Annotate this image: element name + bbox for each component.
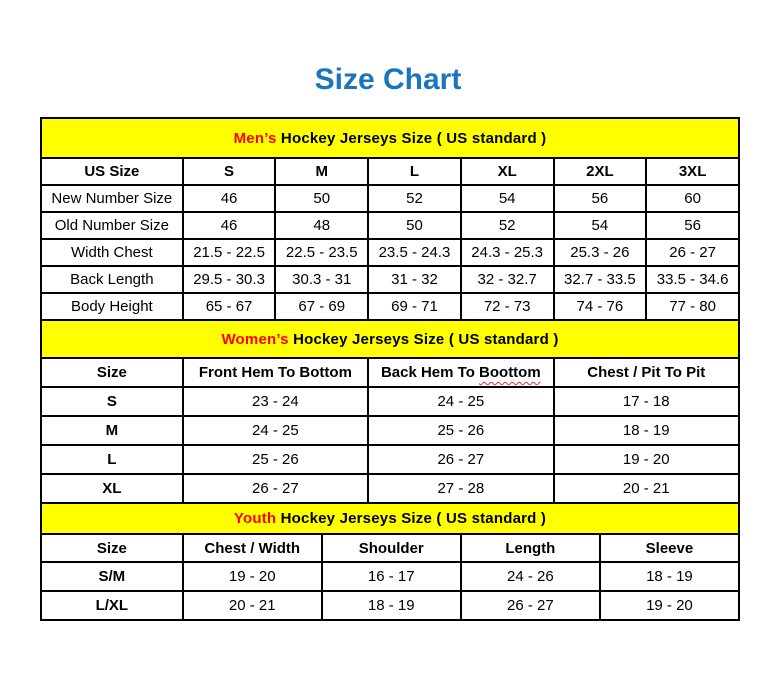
youth-table-cell: 18 - 19 xyxy=(600,562,739,591)
mens-table-cell: 60 xyxy=(646,185,739,212)
womens-table-cell: 25 - 26 xyxy=(183,445,368,474)
youth-header-row xyxy=(41,534,739,562)
womens-table-row xyxy=(41,387,739,416)
womens-column-header-text: Back Hem To xyxy=(380,364,480,381)
youth-column-header: Size xyxy=(41,534,183,562)
womens-section-title xyxy=(41,320,739,358)
womens-column-header: Size xyxy=(41,358,183,387)
mens-section-title-highlight: Men’s xyxy=(233,129,277,147)
youth-row-label: L/XL xyxy=(41,591,183,620)
mens-column-header: US Size xyxy=(41,158,183,185)
mens-row-label: Width Chest xyxy=(41,239,183,266)
mens-table-cell: 50 xyxy=(275,185,368,212)
youth-table-cell: 16 - 17 xyxy=(322,562,461,591)
womens-table-cell: 26 - 27 xyxy=(368,445,553,474)
youth-size-table xyxy=(40,502,740,621)
mens-table-row xyxy=(41,212,739,239)
womens-table-cell: 20 - 21 xyxy=(554,474,739,503)
youth-table-cell: 26 - 27 xyxy=(461,591,600,620)
mens-table-cell: 56 xyxy=(646,212,739,239)
mens-table-cell: 74 - 76 xyxy=(554,293,647,320)
womens-table-cell: 26 - 27 xyxy=(183,474,368,503)
page-title: Size Chart xyxy=(314,63,462,96)
mens-table-row xyxy=(41,185,739,212)
mens-row-label: Old Number Size xyxy=(41,212,183,239)
womens-column-header: Chest / Pit To Pit xyxy=(554,358,739,387)
mens-table-cell: 32.7 - 33.5 xyxy=(554,266,647,293)
mens-table-cell: 46 xyxy=(183,185,276,212)
womens-row-label: M xyxy=(41,416,183,445)
youth-table-row xyxy=(41,562,739,591)
womens-row-label: S xyxy=(41,387,183,416)
mens-table-cell: 23.5 - 24.3 xyxy=(368,239,461,266)
size-tables-container xyxy=(40,117,740,621)
youth-column-header: Chest / Width xyxy=(183,534,322,562)
womens-table-row xyxy=(41,416,739,445)
mens-table-cell: 52 xyxy=(368,185,461,212)
youth-table-cell: 18 - 19 xyxy=(322,591,461,620)
womens-header-row xyxy=(41,358,739,387)
womens-table-cell: 24 - 25 xyxy=(183,416,368,445)
misspelled-word-wavy-underline: Boottom xyxy=(479,364,541,381)
mens-table-cell: 72 - 73 xyxy=(461,293,554,320)
womens-row-label: L xyxy=(41,445,183,474)
mens-table-cell: 54 xyxy=(461,185,554,212)
mens-row-label: Body Height xyxy=(41,293,183,320)
youth-table-cell: 19 - 20 xyxy=(600,591,739,620)
womens-table-cell: 25 - 26 xyxy=(368,416,553,445)
mens-table-cell: 26 - 27 xyxy=(646,239,739,266)
mens-table-cell: 48 xyxy=(275,212,368,239)
mens-column-header: 3XL xyxy=(646,158,739,185)
youth-table-row xyxy=(41,591,739,620)
mens-section-band-row xyxy=(41,118,739,158)
mens-table-row xyxy=(41,239,739,266)
womens-table-cell: 17 - 18 xyxy=(554,387,739,416)
mens-table-cell: 56 xyxy=(554,185,647,212)
mens-table-cell: 22.5 - 23.5 xyxy=(275,239,368,266)
womens-column-header: Front Hem To Bottom xyxy=(183,358,368,387)
youth-section-band-row xyxy=(41,503,739,534)
womens-table-row xyxy=(41,474,739,503)
youth-row-label: S/M xyxy=(41,562,183,591)
youth-table-cell: 24 - 26 xyxy=(461,562,600,591)
mens-column-header: L xyxy=(368,158,461,185)
mens-table-cell: 52 xyxy=(461,212,554,239)
mens-table-cell: 54 xyxy=(554,212,647,239)
mens-table-cell: 21.5 - 22.5 xyxy=(183,239,276,266)
mens-table-cell: 25.3 - 26 xyxy=(554,239,647,266)
womens-row-label: XL xyxy=(41,474,183,503)
mens-header-row xyxy=(41,158,739,185)
youth-section-title-highlight: Youth xyxy=(233,510,277,527)
mens-table-cell: 50 xyxy=(368,212,461,239)
youth-column-header: Shoulder xyxy=(322,534,461,562)
mens-table-row xyxy=(41,266,739,293)
womens-table-cell: 19 - 20 xyxy=(554,445,739,474)
womens-column-header xyxy=(368,358,553,387)
womens-table-cell: 27 - 28 xyxy=(368,474,553,503)
womens-table-cell: 23 - 24 xyxy=(183,387,368,416)
youth-table-cell: 20 - 21 xyxy=(183,591,322,620)
mens-size-table xyxy=(40,117,740,321)
mens-table-cell: 69 - 71 xyxy=(368,293,461,320)
mens-table-cell: 33.5 - 34.6 xyxy=(646,266,739,293)
mens-table-cell: 30.3 - 31 xyxy=(275,266,368,293)
womens-section-band-row xyxy=(41,320,739,358)
mens-row-label: New Number Size xyxy=(41,185,183,212)
womens-table-row xyxy=(41,445,739,474)
youth-section-title xyxy=(41,503,739,534)
mens-column-header: M xyxy=(275,158,368,185)
mens-column-header: XL xyxy=(461,158,554,185)
youth-table-cell: 19 - 20 xyxy=(183,562,322,591)
mens-table-cell: 67 - 69 xyxy=(275,293,368,320)
mens-section-title xyxy=(41,118,739,158)
mens-section-title-rest: Hockey Jerseys Size ( US standard ) xyxy=(276,129,547,147)
mens-column-header: 2XL xyxy=(554,158,647,185)
mens-table-cell: 77 - 80 xyxy=(646,293,739,320)
mens-table-cell: 32 - 32.7 xyxy=(461,266,554,293)
youth-column-header: Sleeve xyxy=(600,534,739,562)
mens-table-cell: 29.5 - 30.3 xyxy=(183,266,276,293)
mens-table-cell: 46 xyxy=(183,212,276,239)
mens-table-cell: 65 - 67 xyxy=(183,293,276,320)
mens-table-cell: 31 - 32 xyxy=(368,266,461,293)
youth-column-header: Length xyxy=(461,534,600,562)
womens-table-cell: 18 - 19 xyxy=(554,416,739,445)
youth-section-title-rest: Hockey Jerseys Size ( US standard ) xyxy=(276,510,547,527)
womens-table-cell: 24 - 25 xyxy=(368,387,553,416)
womens-section-title-highlight: Women’s xyxy=(221,330,289,348)
mens-table-cell: 24.3 - 25.3 xyxy=(461,239,554,266)
mens-table-row xyxy=(41,293,739,320)
womens-size-table xyxy=(40,319,740,504)
mens-row-label: Back Length xyxy=(41,266,183,293)
mens-column-header: S xyxy=(183,158,276,185)
womens-section-title-rest: Hockey Jerseys Size ( US standard ) xyxy=(288,330,559,348)
